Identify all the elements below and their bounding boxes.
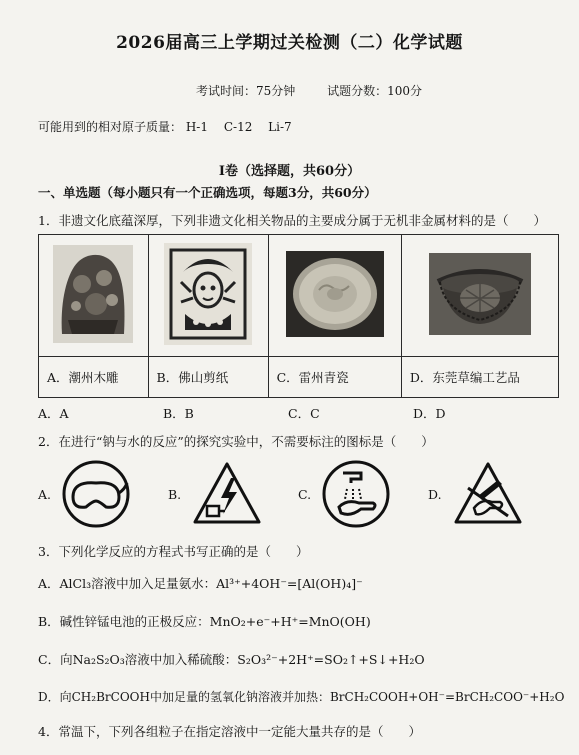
q1-caption-b: B．佛山剪纸 <box>148 357 268 398</box>
question-1-stem: 1．非遗文化底蕴深厚，下列非遗文化相关物品的主要成分属于无机非金属材料的是（ ） <box>38 213 546 228</box>
goggles-icon <box>61 459 131 529</box>
q2-label-c: C. <box>298 486 312 502</box>
celadon-bowl-image <box>268 235 401 357</box>
atomic-mass-li: Li-7 <box>268 120 292 134</box>
question-2-icons <box>38 458 558 530</box>
exam-title: 2026届高三上学期过关检测（二）化学试题 <box>116 33 463 53</box>
q2-label-d: D. <box>428 486 442 502</box>
question-3-stem: 3．下列化学反应的方程式书写正确的是（ ） <box>38 544 309 559</box>
no-sharp-tools-icon <box>452 460 524 528</box>
q2-option-c <box>298 458 391 530</box>
papercut-image <box>148 235 268 357</box>
q1-caption-a: A．潮州木雕 <box>39 357 149 398</box>
q2-option-d <box>428 458 524 530</box>
q3-option-a: A．AlCl₃溶液中加入足量氨水：Al³⁺+4OH⁻=[Al(OH)₄]⁻ <box>38 576 363 591</box>
exam-time: 考试时间：75分钟 <box>196 84 296 98</box>
q3-option-c: C．向Na₂S₂O₃溶液中加入稀硫酸：S₂O₃²⁻+2H⁺=SO₂↑+S↓+H₂O <box>38 652 425 667</box>
q1-caption-d: D．东莞草编工艺品 <box>401 357 558 398</box>
q3-option-b: B．碱性锌锰电池的正极反应：MnO₂+e⁻+H⁺=MnO(OH) <box>38 614 371 629</box>
q2-option-b <box>168 458 263 530</box>
q2-option-a <box>38 458 131 530</box>
electrical-hazard-icon <box>191 460 263 528</box>
q1-option-b: B．B <box>163 406 194 421</box>
question-1-image-table <box>38 234 559 398</box>
exam-score: 试题分数：100分 <box>327 84 423 98</box>
question-4-stem: 4．常温下，下列各组粒子在指定溶液中一定能大量共存的是（ ） <box>38 724 421 739</box>
q3-option-d: D．向CH₂BrCOOH中加足量的氢氧化钠溶液并加热：BrCH₂COOH+OH⁻=BrCH₂COO⁻+H₂O <box>38 690 565 704</box>
q2-label-a: A. <box>38 486 52 502</box>
q1-option-d: D．D <box>413 406 446 421</box>
q1-option-c: C．C <box>288 406 320 421</box>
atomic-mass-label: 可能用到的相对原子质量： <box>38 120 183 134</box>
hand-washing-icon <box>321 459 391 529</box>
section-heading: 一、单选题（每小题只有一个正确选项，每题3分，共60分） <box>38 185 377 200</box>
straw-basket-image <box>401 235 558 357</box>
atomic-mass-line <box>38 118 304 135</box>
atomic-mass-h: H-1 <box>185 120 208 134</box>
woodcarving-image <box>39 235 149 357</box>
q2-label-b: B. <box>168 486 182 502</box>
q1-option-a: A．A <box>38 406 69 421</box>
question-2-stem: 2．在进行“钠与水的反应”的探究实验中，不需要标注的图标是（ ） <box>38 434 434 449</box>
exam-meta <box>196 82 450 99</box>
q1-caption-c: C．雷州青瓷 <box>268 357 401 398</box>
atomic-mass-c: C-12 <box>223 120 253 134</box>
volume-heading: Ⅰ卷（选择题，共60分） <box>218 164 361 179</box>
